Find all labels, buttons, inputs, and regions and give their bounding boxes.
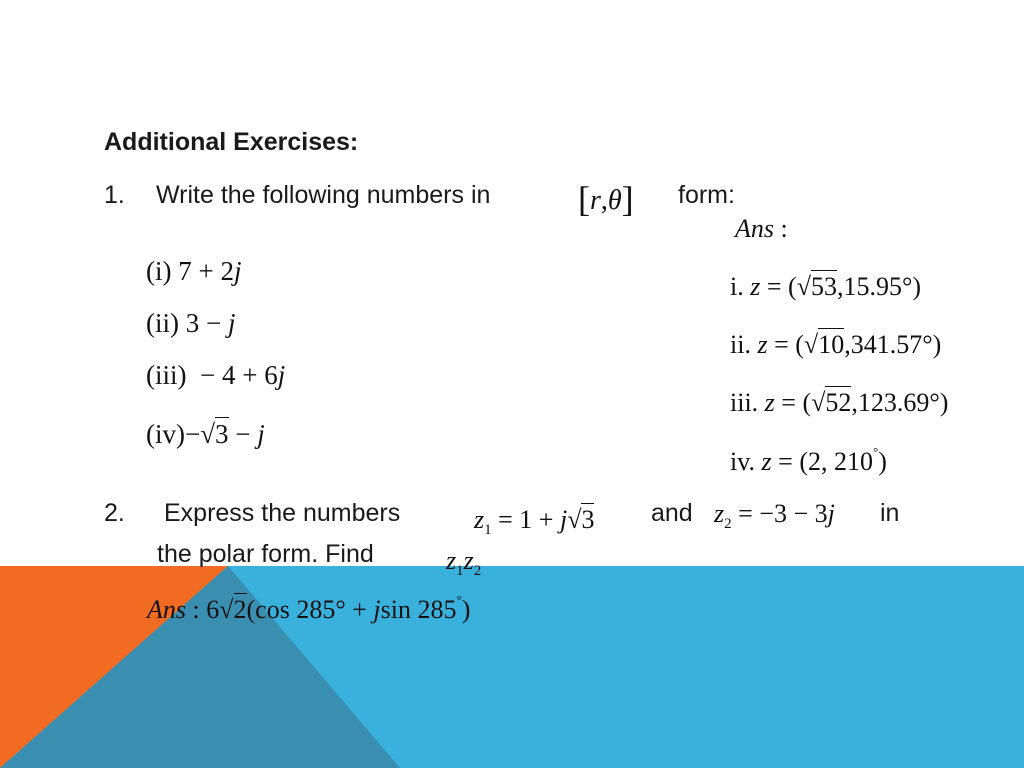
question-1 [104,181,490,210]
z1z2-product: $z_1z_2$ [446,546,482,579]
polar-form-notation: [r,θ] [578,179,634,219]
exercise-item-1: (i) 7 + 2j [146,256,242,286]
answer-4: iv. z = (2, 210°) [730,444,887,476]
answer-1: i. z = (√53,15.95°) [730,272,922,301]
question-1-number: 1. [104,181,125,209]
question-2-text-line-2: the polar form. Find [157,540,374,568]
question-1-text: Write the following numbers in [156,181,491,209]
question-1-form-word: form: [678,181,735,209]
question-2-answer: Ans : 6√2(cos 285° + jsin 285°) [147,592,471,624]
answers-title: Ans : [735,214,788,243]
answer-2: ii. z = (√10,341.57°) [730,330,942,359]
exercise-item-2: (ii) 3 − j [146,308,236,338]
question-2-in: in [880,499,900,527]
z1-expression: $z_1 = 1 + j√3$ [474,505,595,538]
exercise-item-3: (iii) − 4 + 6j [146,360,286,390]
question-2-number: 2. [104,499,125,527]
answer-3: iii. z = (√52,123.69°) [730,388,949,417]
z2-expression: $z_2 = -3 - 3j$ [714,499,835,532]
exercise-item-4: (iv)−√3 − j [146,419,265,449]
question-2-and: and [651,499,693,527]
page-title: Additional Exercises: [104,128,359,156]
question-2-text: Express the numbers [164,499,401,527]
